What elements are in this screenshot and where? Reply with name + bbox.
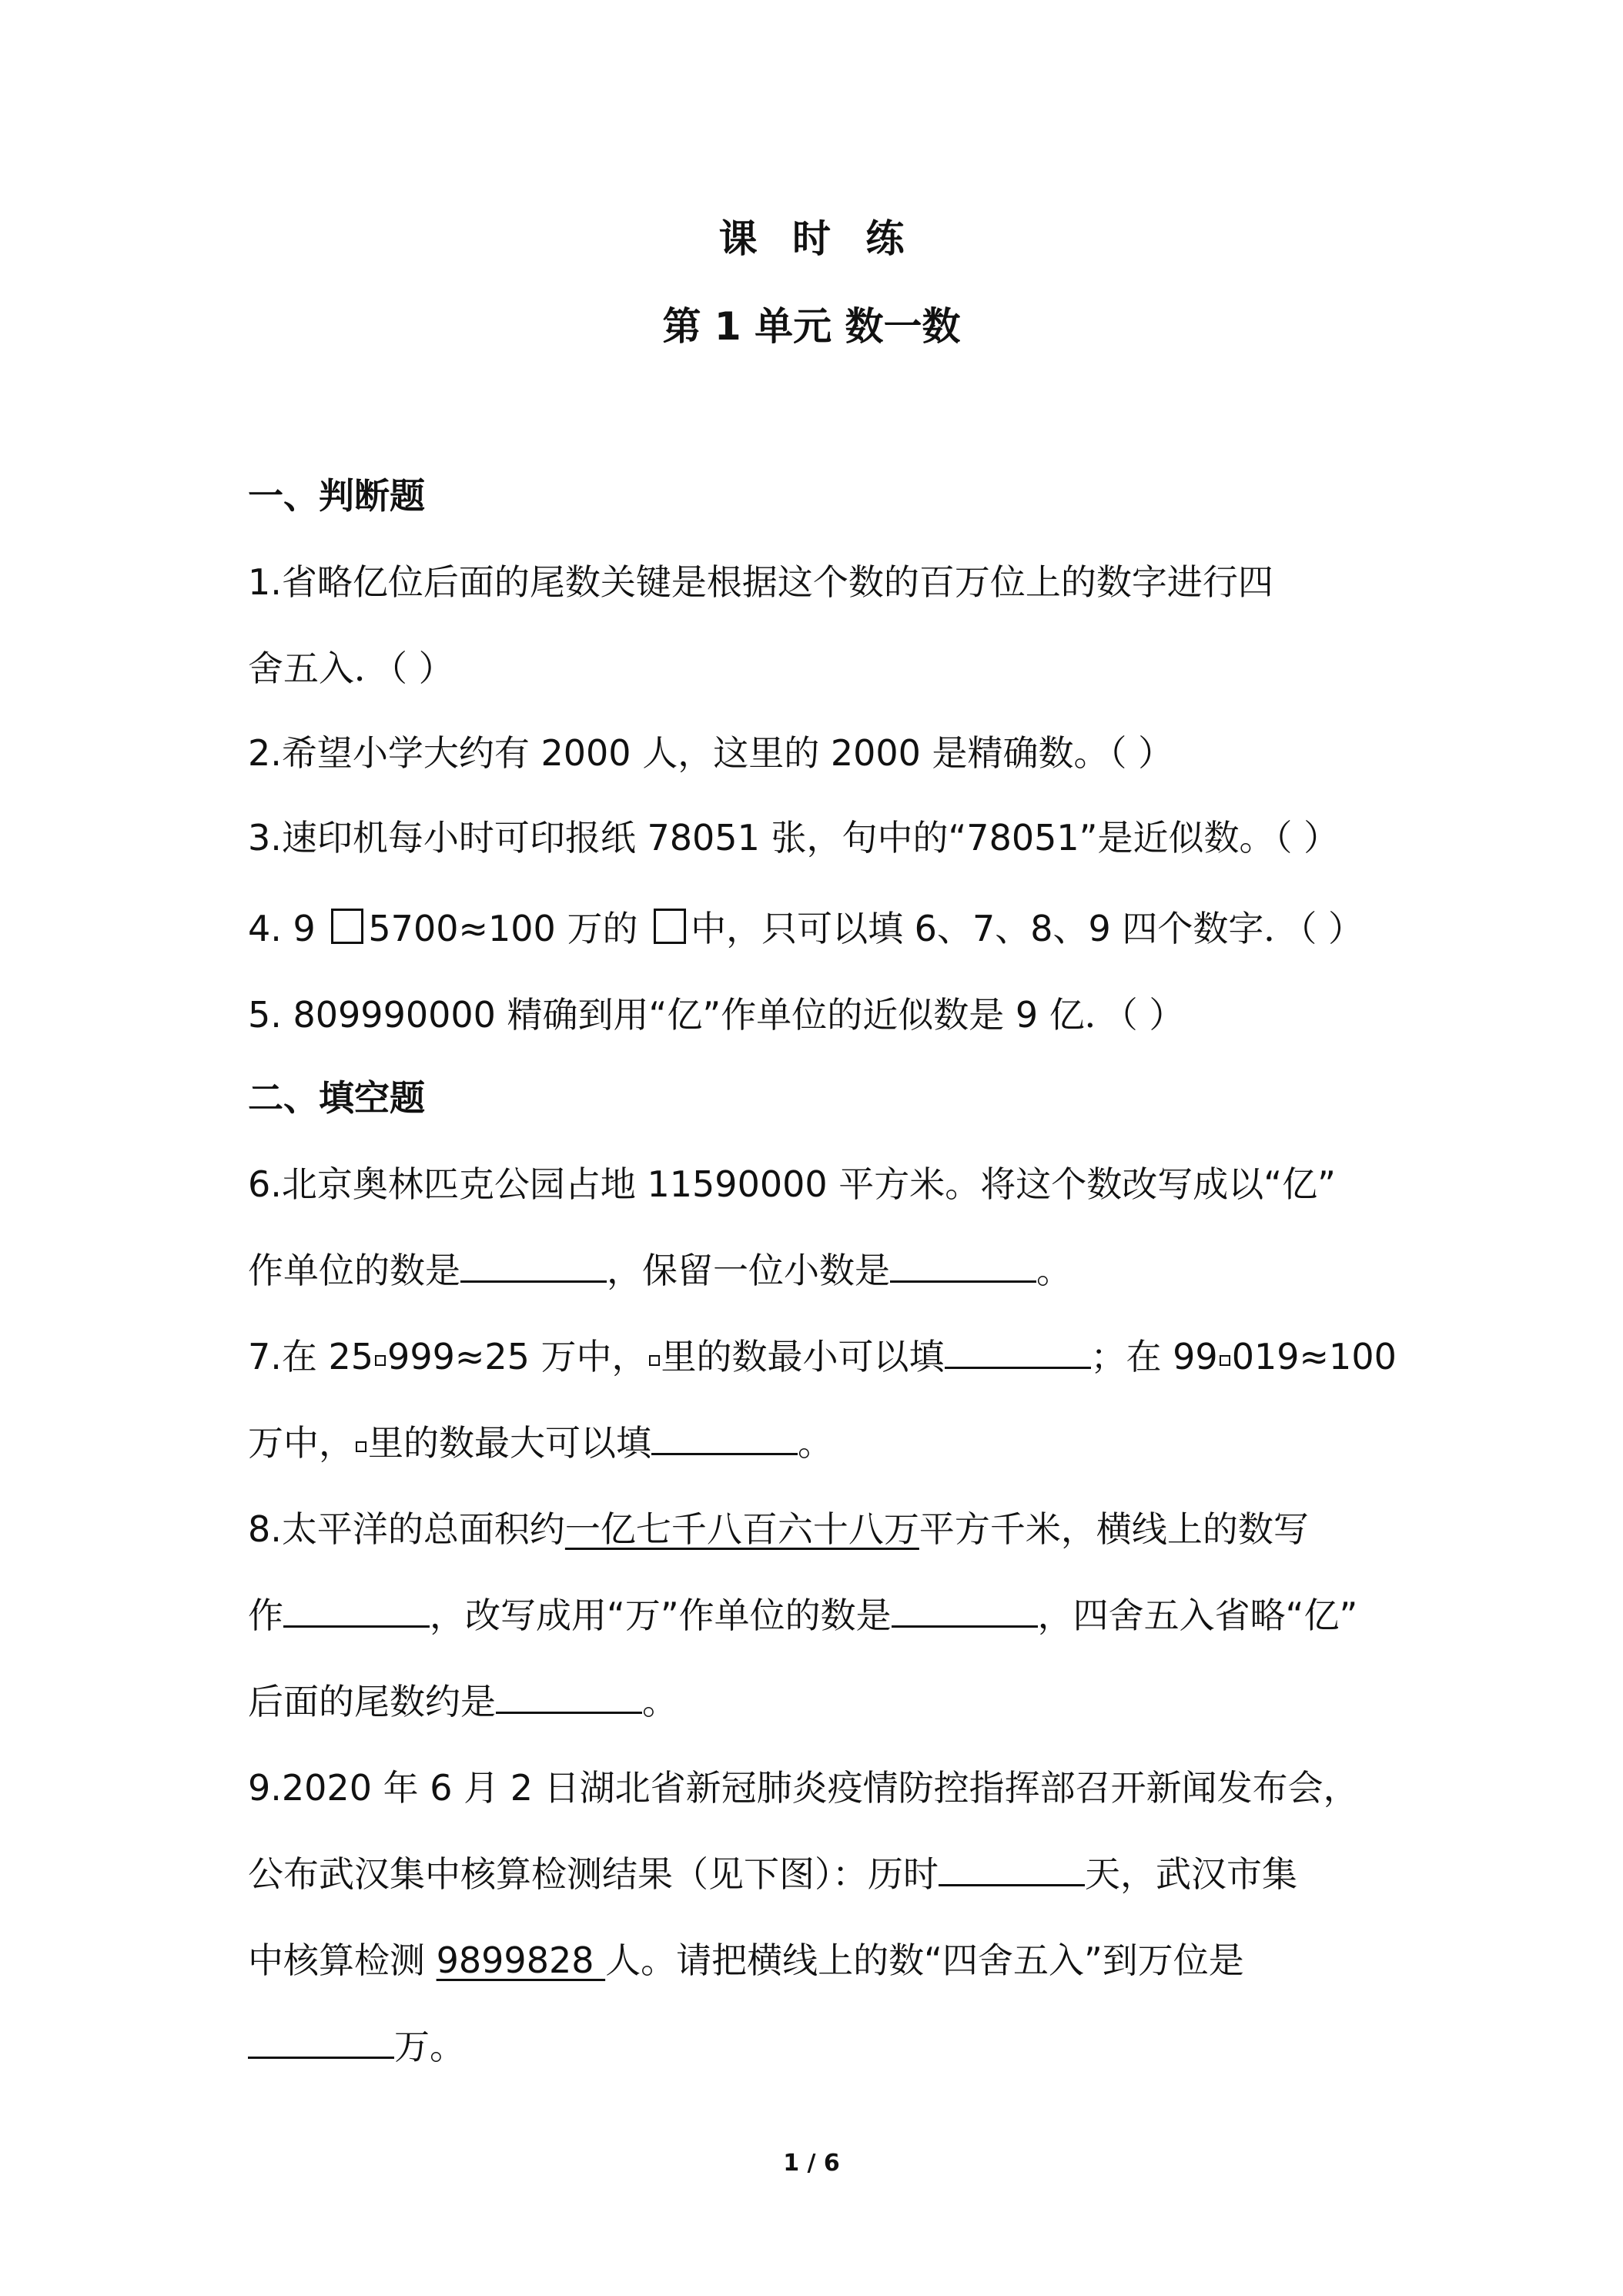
question-4-prefix: 4. 9 [248,908,316,949]
question-5: 5. 809990000 精确到用“亿”作单位的近似数是 9 亿．（ ） [248,994,1185,1036]
question-9-line-1: 9.2020 年 6 月 2 日湖北省新冠肺炎疫情防控指挥部召开新闻发布会， [248,1767,1359,1809]
q8-text-g: 。 [642,1681,678,1722]
question-3: 3.速印机每小时可印报纸 78051 张，句中的“78051”是近似数。（ ） [248,817,1340,858]
digit-box [356,1441,366,1452]
digit-box [649,1355,660,1366]
q7-text-e: 019≈100 [1231,1336,1397,1377]
q8-underlined-number: 一亿七千八百六十八万 [564,1508,919,1550]
answer-blank[interactable] [248,2026,394,2059]
q7-text-h: 。 [798,1422,833,1464]
answer-blank[interactable] [890,1250,1036,1283]
q6-text-a: 作单位的数是 [248,1250,460,1291]
question-9-line-3 [248,1939,1387,1982]
question-7-line-1 [248,1335,1397,1378]
q6-text-c: 。 [1036,1250,1072,1291]
question-9-line-2 [248,1853,1387,1896]
q9-underlined-number: 9899828 [436,1940,606,1981]
document-subtitle: 第 1 单元 数一数 [662,304,961,349]
q9-text-d: 人。请把横线上的数“四舍五入”到万位是 [605,1940,1244,1981]
answer-blank[interactable] [283,1595,430,1628]
question-7-line-2 [248,1421,1387,1464]
section-heading-fill-in: 二、填空题 [248,1077,425,1119]
q8-text-b: 平方千米，横线上的数写 [919,1508,1309,1550]
q7-text-b: 999≈25 万中， [387,1336,648,1377]
section-heading-judgement: 一、判断题 [248,475,425,517]
answer-blank[interactable] [496,1681,642,1714]
page-number: 1 / 6 [783,2150,840,2177]
digit-box [654,909,686,944]
digit-box [331,909,363,944]
question-1-line-2: 舍五入．（ ） [248,648,454,689]
question-6-line-1: 6.北京奥林匹克公园占地 11590000 平方米。将这个数改写成以“亿” [248,1163,1336,1205]
q8-text-c: 作 [248,1595,283,1636]
q7-text-g: 里的数最大可以填 [368,1422,651,1464]
q8-text-a: 8.太平洋的总面积约 [248,1508,565,1550]
question-6-line-2 [248,1249,1387,1292]
question-1-line-1: 1.省略亿位后面的尾数关键是根据这个数的百万位上的数字进行四 [248,561,1273,603]
question-8-line-1 [248,1508,1387,1551]
answer-blank[interactable] [892,1595,1038,1628]
question-4-middle: 5700≈100 万的 [368,908,638,949]
question-2: 2.希望小学大约有 2000 人，这里的 2000 是精确数。（ ） [248,732,1174,774]
document-title: 课 时 练 [718,216,905,261]
q8-text-e: ，四舍五入省略“亿” [1037,1595,1358,1636]
q8-text-d: ，改写成用“万”作单位的数是 [430,1595,892,1636]
q7-text-d: ；在 99 [1090,1336,1218,1377]
q9-text-a: 公布武汉集中核算检测结果（见下图）：历时 [248,1853,939,1895]
q7-text-f: 万中， [248,1422,354,1464]
answer-blank[interactable] [460,1250,607,1283]
q9-text-c: 中核算检测 [248,1940,437,1981]
answer-blank[interactable] [945,1336,1091,1369]
q6-text-b: ，保留一位小数是 [607,1250,890,1291]
question-9-line-4 [248,2025,1387,2068]
question-4-suffix: 中，只可以填 6、7、8、9 四个数字．（ ） [691,908,1364,949]
digit-box [375,1355,386,1366]
q7-text-c: 里的数最小可以填 [661,1336,945,1377]
answer-blank[interactable] [651,1422,798,1455]
question-8-line-3 [248,1680,1387,1723]
question-4 [248,907,1387,950]
digit-box [1220,1355,1230,1366]
q9-text-e: 万。 [394,2026,465,2067]
answer-blank[interactable] [939,1853,1085,1886]
q7-text-a: 7.在 25 [248,1336,374,1377]
q8-text-f: 后面的尾数约是 [248,1681,496,1722]
q9-text-b: 天，武汉市集 [1085,1853,1297,1895]
question-8-line-2 [248,1594,1387,1637]
